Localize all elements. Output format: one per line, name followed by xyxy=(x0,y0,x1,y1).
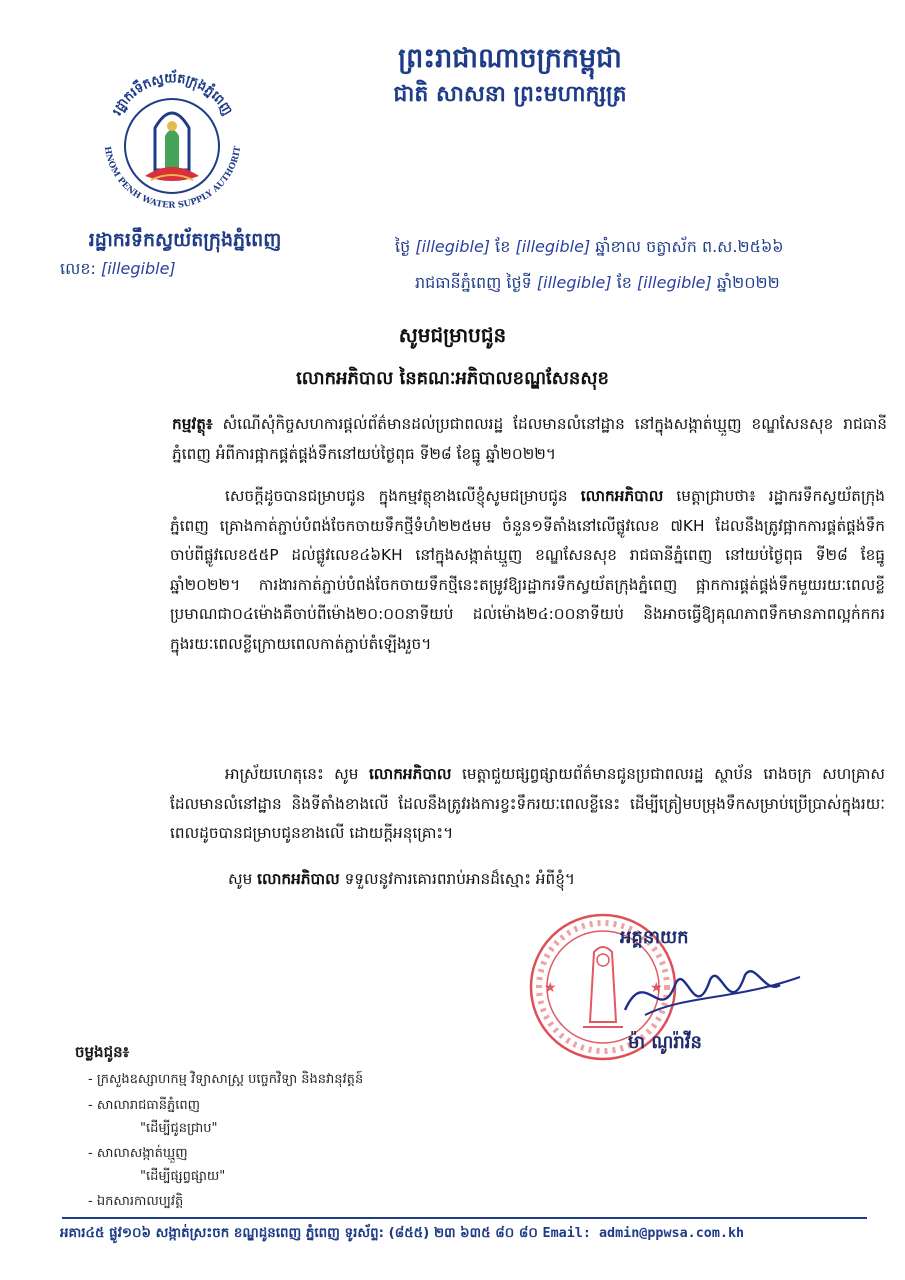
p2-text-a: អាស្រ័យហេតុនេះ សូម xyxy=(225,765,359,783)
signatory-name: ម៉ា ណូរ៉ាវីន xyxy=(628,1032,702,1053)
kingdom-title: ព្រះរាជាណាចក្រកម្ពុជា xyxy=(398,43,622,74)
handwritten-signature xyxy=(605,955,815,1035)
subject-text: សំណើសុំកិច្ចសហការផ្តល់ព័ត៌មានដល់ប្រជាពលរដ្ឋ ដែលមានលំនៅដ្ឋាន នៅក្នុងសង្កាត់ឃ្មួញ ខណ្ឌសែនសុខ រាជធានីភ្នំពេញ អំពីការផ្អាកផ្គត់ផ្គង់ទឹកនៅយប់ថ្ងៃពុធ ទី២៨ ខែធ្នូ ឆ្នាំ២០២២។ xyxy=(172,415,887,463)
cc-title: ចម្លងជូន៖ xyxy=(75,1043,130,1061)
p3-recipient: លោកអភិបាល xyxy=(257,870,340,888)
letter-subject xyxy=(172,410,887,469)
svg-text:PHNOM PENH WATER SUPPLY AUTHOR xyxy=(85,58,243,211)
cc-item-note: "ដើម្បីផ្សព្វផ្សាយ" xyxy=(140,1169,226,1184)
solar-year: ឆ្នាំ២០២២ xyxy=(716,273,780,292)
lunar-year: ឆ្នាំខាល ចត្វាស័ក ព.ស.២៥៦៦ xyxy=(595,237,784,256)
cc-item-note: "ដើម្បីជូនជ្រាប" xyxy=(140,1121,218,1136)
sender-org-name: រដ្ឋាករទឹកស្វយ័តក្រុងភ្នំពេញ xyxy=(88,229,282,251)
svg-text:រដ្ឋាករទឹកស្វយ័តក្រុងភ្នំពេញ xyxy=(110,69,235,118)
p2-recipient: លោកអភិបាល xyxy=(368,765,452,783)
lunar-prefix: ថ្ងៃ xyxy=(395,237,411,256)
signatory-title: អគ្គនាយក xyxy=(620,927,689,948)
cc-item: - ក្រសួងឧស្សាហកម្ម វិទ្យាសាស្ត្រ បច្ចេកវិទ្យា និងនវានុវត្តន៍ xyxy=(88,1072,364,1087)
footer-address: អគារ៤៥ ផ្លូវ១០៦ សង្កាត់ស្រះចក ខណ្ឌដូនពេញ ភ្នំពេញ ទូរស័ព្ទ: (៨៥៥) ២៣ ៦៣៥ ៨០ ៨០ xyxy=(60,1226,538,1241)
date-place: រាជធានីភ្នំពេញ ថ្ងៃទី xyxy=(415,273,532,292)
lunar-date xyxy=(395,236,784,260)
p1-text-b: មេត្តាជ្រាបថា៖ រដ្ឋាករទឹកស្វយ័តក្រុងភ្នំពេញ គ្រោងកាត់ភ្ជាប់បំពង់ចែកចាយទឹកថ្មីទំហំ២២៥មម ចំនួន១ទីតាំងនៅលើផ្លូវលេខ ៧KH ដែលនឹងត្រូវផ្អាកការផ្គត់ផ្គង់ទឹកចាប់ពីផ្លូវលេខ៥៥P ដល់ផ្លូវលេខ៤៦KH នៅក្នុងសង្កាត់ឃ្មួញ ខណ្ឌសែនសុខ រាជធានីភ្នំពេញ នៅយប់ថ្ងៃពុធ ទី២៨ ខែធ្នូ ឆ្នាំ២០២២។ ការងារកាត់ភ្ជាប់បំពង់ចែកចាយទឹកថ្មីនេះតម្រូវឱ្យរដ្ឋាករទឹកស្វយ័តក្រុងភ្នំពេញ ផ្អាកការផ្គត់ផ្គង់ទឹកមួយរយៈពេលខ្លីប្រមាណជា០៤ម៉ោងគឺចាប់ពីម៉ោង២០:០០នាទីយប់ ដល់ម៉ោង២៤:០០នាទីយប់ និងអាចធ្វើឱ្យគុណភាពទឹកមានភាពល្អក់កករក្នុងរយៈពេលខ្លីក្រោយពេលកាត់ភ្ជាប់តំឡើងរួច។ xyxy=(170,487,885,653)
closing-paragraph xyxy=(228,865,888,895)
p1-text-a: សេចក្តីដូចបានជម្រាបជូន ក្នុងកម្មវត្ថុខាងលើខ្ញុំសូមជម្រាបជូន xyxy=(225,487,568,505)
footer-email: Email: admin@ppwsa.com.kh xyxy=(542,1226,745,1241)
subject-label: កម្មវត្ថុ៖ xyxy=(172,415,213,433)
solar-date xyxy=(415,272,780,296)
solar-day: [illegible] xyxy=(536,273,612,292)
logo-text-top: រដ្ឋាករទឹកស្វយ័តក្រុងភ្នំពេញ xyxy=(109,71,235,119)
lunar-day: [illegible] xyxy=(415,237,491,256)
footer-contact xyxy=(60,1224,880,1244)
lunar-month: [illegible] xyxy=(515,237,591,256)
cc-item: - សាលារាជធានីភ្នំពេញ xyxy=(88,1098,200,1113)
solar-month: [illegible] xyxy=(637,273,712,292)
solar-month-label: ខែ xyxy=(616,273,632,292)
svg-text:★: ★ xyxy=(650,980,663,996)
number-label: លេខ: xyxy=(60,259,96,278)
number-value: [illegible] xyxy=(100,259,176,278)
national-motto: ជាតិ សាសនា ព្រះមហាក្សត្រ xyxy=(393,82,627,107)
letter-heading: សូមជម្រាបជូន xyxy=(398,323,507,347)
lunar-month-label: ខែ xyxy=(495,237,511,256)
document-number xyxy=(60,258,176,282)
svg-text:★: ★ xyxy=(544,980,557,996)
p3-text-b: ទទួលនូវការគោរពរាប់អានដ៏ស្មោះ អំពីខ្ញុំ។ xyxy=(344,870,576,888)
p1-recipient: លោកអភិបាល xyxy=(580,487,664,505)
logo-text-bottom: HNOM PENH WATER SUPPLY AUTHORIT xyxy=(101,145,244,211)
footer-divider xyxy=(62,1217,867,1219)
cc-item: - ឯកសារកាលប្បវត្តិ xyxy=(88,1194,184,1209)
body-paragraph-1 xyxy=(170,482,885,659)
p2-text-b: មេត្តាជួយផ្សព្វផ្សាយព័ត៌មានជូនប្រជាពលរដ្ឋ ស្ថាប័ន រោងចក្រ សហគ្រាស ដែលមានលំនៅដ្ឋាន និងទីតាំងខាងលើ ដែលនឹងត្រូវរងការខ្វះទឹករយៈពេលខ្លីនេះ ដើម្បីត្រៀមបម្រុងទឹកសម្រាប់ប្រើប្រាស់ក្នុងរយៈពេលដូចបានជម្រាបជូនខាងលើ ដោយក្តីអនុគ្រោះ។ xyxy=(170,765,885,842)
body-paragraph-2 xyxy=(170,760,885,849)
letter-recipient: លោកអភិបាល នៃគណៈអភិបាលខណ្ឌសែនសុខ xyxy=(296,368,609,389)
p3-text-a: សូម xyxy=(228,870,253,888)
cc-item: - សាលាសង្កាត់ឃ្មួញ xyxy=(88,1146,188,1161)
ppwsa-logo xyxy=(85,58,260,233)
